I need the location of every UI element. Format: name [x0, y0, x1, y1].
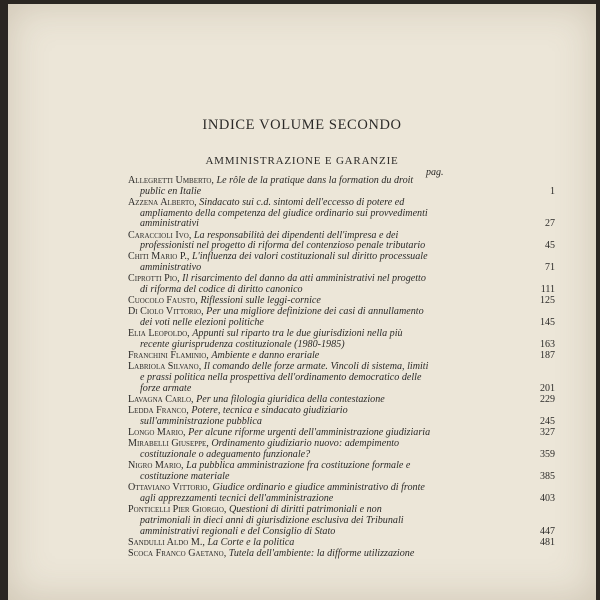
entry-title: Per alcune riforme urgenti dell'amministrazione giudiziaria	[188, 427, 431, 439]
index-entry	[128, 549, 433, 560]
entry-title: Per una filologia giuridica della contestazione	[196, 394, 385, 406]
entry-title: Tutela dell'ambiente: la difforme utilizzazione	[228, 547, 415, 559]
index-entry	[128, 251, 555, 274]
index-entry	[128, 273, 555, 296]
entry-page-number: 45	[545, 240, 555, 252]
entry-page-number: 187	[540, 350, 555, 362]
entry-title: Per una migliore definizione dei casi di annullamento dei voti nelle elezioni politiche	[140, 306, 424, 329]
entry-title: Ordinamento giudiziario nuovo: adempimento costituzionale o adeguamento funzionale?	[140, 438, 400, 461]
index-entry	[128, 361, 555, 394]
entry-page-number: 125	[540, 295, 555, 307]
entry-author: Sandulli Aldo M.,	[128, 536, 205, 548]
index-entry	[128, 438, 555, 461]
index-entry	[128, 394, 555, 406]
entry-page-number: 111	[540, 284, 555, 296]
entry-title: Il risarcimento del danno da atti amministrativi nel progetto di riforma del codice di diritto canonico	[140, 273, 426, 296]
entry-author: Azzena Alberto,	[128, 196, 197, 208]
entry-title: Potere, tecnica e sindacato giudiziario sull'amministrazione pubblica	[140, 405, 348, 427]
index-entry	[128, 229, 555, 252]
entry-author: Lavagna Carlo,	[128, 394, 194, 406]
index-entry	[128, 427, 555, 439]
index-entry	[128, 350, 555, 362]
index-entry	[128, 482, 555, 504]
entry-author: Longo Mario,	[128, 427, 186, 439]
section-heading: AMMINISTRAZIONE E GARANZIE	[205, 155, 399, 167]
entry-author: Elia Leopoldo,	[128, 328, 190, 340]
entry-author: Cuocolo Fausto,	[128, 295, 198, 307]
entry-page-number: 145	[540, 317, 555, 329]
entry-author: Ciprotti Pio,	[128, 273, 180, 285]
page-column-label: pag.	[426, 167, 444, 178]
entry-page-number: 359	[540, 449, 555, 461]
entry-title: Ambiente e danno erariale	[211, 350, 320, 362]
entry-author: Mirabelli Giuseppe,	[128, 438, 209, 450]
entry-page-number: 1	[550, 185, 555, 197]
entry-page-number: 245	[540, 415, 555, 427]
entry-title: Appunti sul riparto tra le due giurisdizioni nella più recente giurisprudenza costituzionale (1980-1985)	[140, 328, 403, 351]
entry-author: Ottaviano Vittorio,	[128, 482, 211, 494]
entry-page-number: 447	[540, 525, 555, 537]
entry-page-number: 385	[540, 470, 555, 482]
index-entry	[128, 196, 555, 230]
entry-title: Il comando delle forze armate. Vincoli di sistema, limiti e prassi politica nella prospettiva dell'ordinamento democratico delle forze armate	[140, 361, 429, 394]
entry-page-number: 229	[540, 394, 555, 406]
book-page	[8, 4, 596, 600]
index-entry	[128, 405, 555, 427]
entry-title: Questioni di diritti patrimoniali e non patrimoniali in dieci anni di giurisdizione esclusiva dei Tribunali amministrativi regionali e del Consiglio di Stato	[140, 504, 404, 537]
entry-title: Sindacato sui c.d. sintomi dell'eccesso di potere ed ampliamento della competenza del giudice ordinario sui provvedimenti amministrativi	[140, 196, 428, 230]
entry-title: La pubblica amministrazione fra costituzione formale e costituzione materiale	[140, 460, 411, 482]
entry-title: Giudice ordinario e giudice amministrativo di fronte agli apprezzamenti tecnici dell'amministrazione	[140, 482, 425, 504]
entry-author: Scoca Franco Gaetano,	[128, 547, 227, 559]
entry-author: Labriola Silvano,	[128, 361, 202, 373]
index-entry	[128, 328, 555, 351]
entry-page-number: 71	[545, 262, 555, 274]
entry-title: La responsabilità dei dipendenti dell'impresa e dei professionisti nel progetto di riforma del contenzioso penale tributario	[140, 229, 426, 252]
entry-page-number: 201	[540, 382, 555, 394]
page-title: INDICE VOLUME SECONDO	[202, 117, 402, 133]
entry-page-number: 27	[545, 218, 555, 230]
entry-author: Di Ciolo Vittorio,	[128, 306, 204, 318]
entry-author: Caraccioli Ivo,	[128, 229, 192, 241]
entry-page-number: 403	[540, 492, 555, 504]
entry-page-number: 481	[540, 536, 555, 548]
index-entries	[128, 175, 555, 560]
entry-author: Chiti Mario P.,	[128, 251, 190, 263]
entry-author: Franchini Flaminio,	[128, 350, 209, 362]
index-entry	[128, 306, 555, 329]
entry-author: Ledda Franco,	[128, 405, 189, 417]
entry-author: Ponticelli Pier Giorgio,	[128, 504, 227, 516]
entry-title: Riflessioni sulle leggi-cornice	[200, 295, 321, 307]
index-entry	[128, 460, 555, 482]
entry-page-number: 327	[540, 427, 555, 439]
entry-title: Le rôle de la pratique dans la formation du droit public en Italie	[140, 175, 414, 197]
entry-author: Nigro Mario,	[128, 460, 184, 472]
index-entry	[128, 536, 555, 549]
entry-title: L'influenza dei valori costituzionali sul diritto processuale amministrativo	[140, 251, 428, 274]
index-entry	[128, 295, 555, 307]
entry-title: La Corte e la politica	[207, 536, 295, 548]
index-entry	[128, 175, 555, 197]
index-entry	[128, 504, 555, 537]
entry-author: Allegretti Umberto,	[128, 175, 214, 186]
entry-page-number: 163	[540, 339, 555, 351]
